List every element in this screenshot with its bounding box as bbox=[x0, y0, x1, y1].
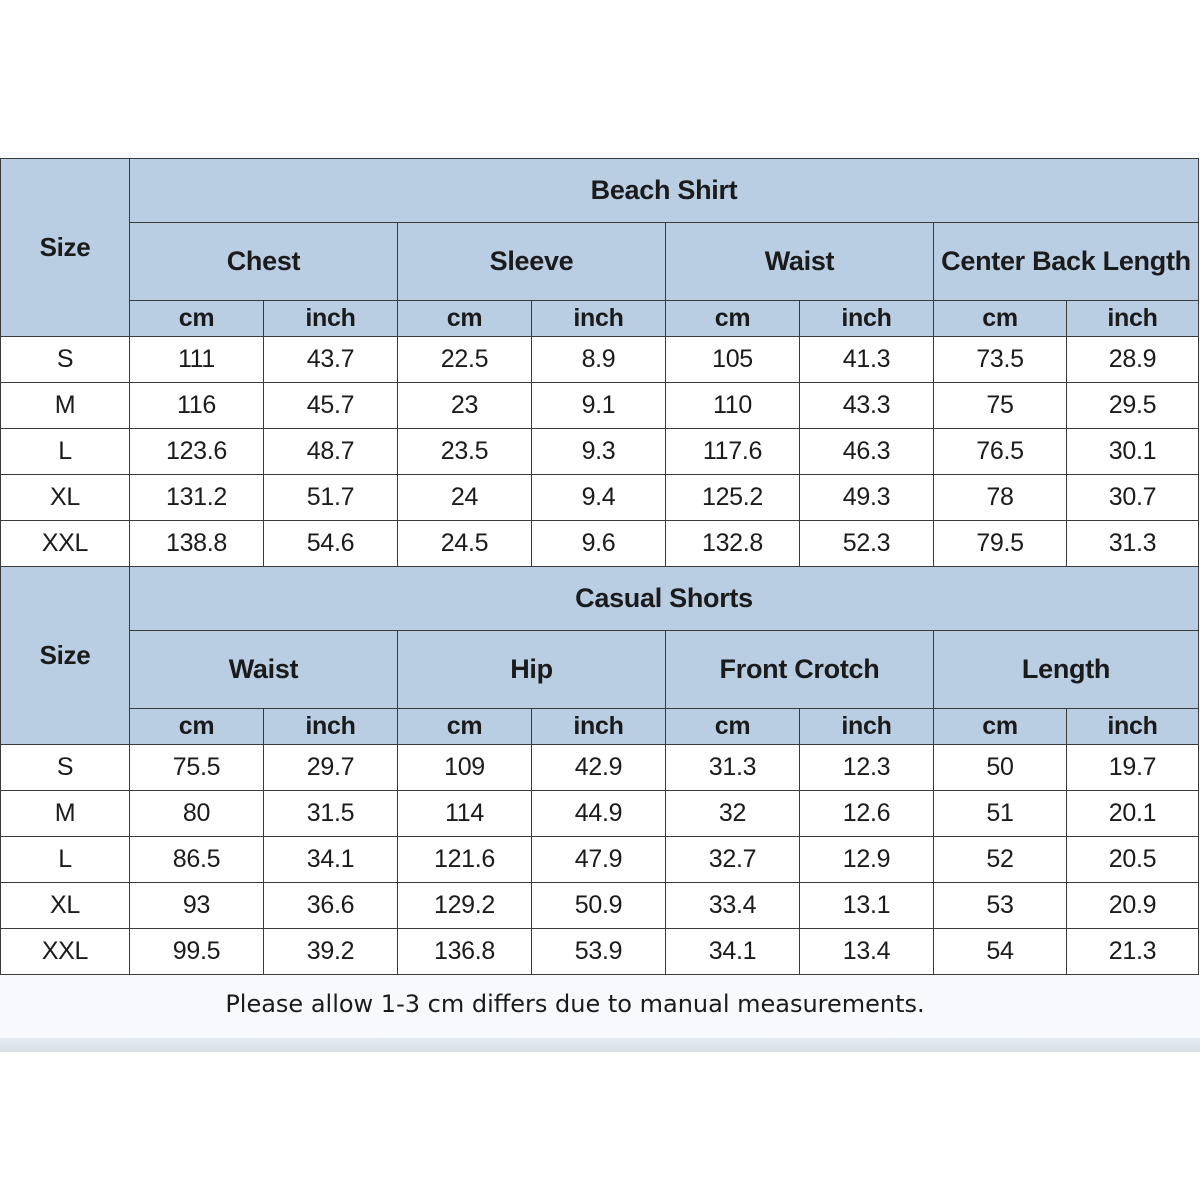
measurement-cell: 20.5 bbox=[1067, 837, 1199, 883]
table-row bbox=[1, 929, 1199, 975]
unit-header: cm bbox=[398, 709, 532, 745]
measurement-cell: 132.8 bbox=[666, 521, 800, 567]
unit-header: inch bbox=[532, 709, 666, 745]
measurement-cell: 47.9 bbox=[532, 837, 666, 883]
measurement-cell: 23.5 bbox=[398, 429, 532, 475]
measurement-cell: 21.3 bbox=[1067, 929, 1199, 975]
measurement-cell: 24 bbox=[398, 475, 532, 521]
unit-header: cm bbox=[130, 709, 264, 745]
measurement-cell: 80 bbox=[130, 791, 264, 837]
unit-header: inch bbox=[800, 709, 934, 745]
size-chart-table bbox=[0, 158, 1199, 975]
measurement-cell: 131.2 bbox=[130, 475, 264, 521]
measurement-cell: 34.1 bbox=[264, 837, 398, 883]
measurement-cell: 54.6 bbox=[264, 521, 398, 567]
measurement-group-header: Chest bbox=[130, 223, 398, 301]
table-row bbox=[1, 337, 1199, 383]
measurement-cell: 41.3 bbox=[800, 337, 934, 383]
measurement-cell: 48.7 bbox=[264, 429, 398, 475]
measurement-cell: 44.9 bbox=[532, 791, 666, 837]
measurement-cell: 29.7 bbox=[264, 745, 398, 791]
measurement-cell: 22.5 bbox=[398, 337, 532, 383]
size-header: Size bbox=[1, 567, 130, 745]
unit-header: inch bbox=[264, 709, 398, 745]
measurement-cell: 123.6 bbox=[130, 429, 264, 475]
measurement-cell: 32.7 bbox=[666, 837, 800, 883]
measurement-cell: 43.7 bbox=[264, 337, 398, 383]
size-label: L bbox=[1, 837, 130, 883]
measurement-cell: 50.9 bbox=[532, 883, 666, 929]
measurement-cell: 30.7 bbox=[1067, 475, 1199, 521]
table-row bbox=[1, 837, 1199, 883]
table-header-row bbox=[1, 631, 1199, 709]
unit-header: inch bbox=[264, 301, 398, 337]
size-label: XL bbox=[1, 883, 130, 929]
measurement-cell: 138.8 bbox=[130, 521, 264, 567]
section-title: Casual Shorts bbox=[130, 567, 1199, 631]
measurement-note: Please allow 1-3 cm differs due to manual measurements. bbox=[225, 990, 925, 1018]
measurement-cell: 29.5 bbox=[1067, 383, 1199, 429]
size-label: S bbox=[1, 337, 130, 383]
table-header-row bbox=[1, 301, 1199, 337]
unit-header: cm bbox=[934, 301, 1067, 337]
measurement-cell: 136.8 bbox=[398, 929, 532, 975]
measurement-cell: 99.5 bbox=[130, 929, 264, 975]
measurement-cell: 39.2 bbox=[264, 929, 398, 975]
measurement-cell: 75 bbox=[934, 383, 1067, 429]
measurement-cell: 109 bbox=[398, 745, 532, 791]
measurement-group-header: Sleeve bbox=[398, 223, 666, 301]
measurement-cell: 42.9 bbox=[532, 745, 666, 791]
table-header-row bbox=[1, 709, 1199, 745]
measurement-cell: 125.2 bbox=[666, 475, 800, 521]
measurement-cell: 86.5 bbox=[130, 837, 264, 883]
measurement-cell: 32 bbox=[666, 791, 800, 837]
measurement-cell: 76.5 bbox=[934, 429, 1067, 475]
measurement-cell: 13.4 bbox=[800, 929, 934, 975]
measurement-cell: 121.6 bbox=[398, 837, 532, 883]
measurement-cell: 19.7 bbox=[1067, 745, 1199, 791]
measurement-group-header: Waist bbox=[666, 223, 934, 301]
measurement-group-header: Waist bbox=[130, 631, 398, 709]
unit-header: inch bbox=[800, 301, 934, 337]
measurement-cell: 34.1 bbox=[666, 929, 800, 975]
measurement-cell: 12.9 bbox=[800, 837, 934, 883]
size-label: XL bbox=[1, 475, 130, 521]
size-label: XXL bbox=[1, 521, 130, 567]
measurement-cell: 52.3 bbox=[800, 521, 934, 567]
measurement-cell: 73.5 bbox=[934, 337, 1067, 383]
unit-header: cm bbox=[398, 301, 532, 337]
table-row bbox=[1, 745, 1199, 791]
measurement-cell: 45.7 bbox=[264, 383, 398, 429]
measurement-cell: 12.3 bbox=[800, 745, 934, 791]
measurement-cell: 9.3 bbox=[532, 429, 666, 475]
measurement-group-header: Center Back Length bbox=[934, 223, 1199, 301]
measurement-cell: 9.1 bbox=[532, 383, 666, 429]
unit-header: inch bbox=[532, 301, 666, 337]
measurement-cell: 31.3 bbox=[666, 745, 800, 791]
measurement-cell: 54 bbox=[934, 929, 1067, 975]
measurement-cell: 20.1 bbox=[1067, 791, 1199, 837]
table-row bbox=[1, 383, 1199, 429]
measurement-cell: 33.4 bbox=[666, 883, 800, 929]
measurement-cell: 51 bbox=[934, 791, 1067, 837]
table-row bbox=[1, 429, 1199, 475]
size-label: S bbox=[1, 745, 130, 791]
measurement-cell: 52 bbox=[934, 837, 1067, 883]
measurement-group-header: Front Crotch bbox=[666, 631, 934, 709]
table-row bbox=[1, 791, 1199, 837]
measurement-cell: 53.9 bbox=[532, 929, 666, 975]
unit-header: inch bbox=[1067, 709, 1199, 745]
measurement-cell: 75.5 bbox=[130, 745, 264, 791]
measurement-cell: 30.1 bbox=[1067, 429, 1199, 475]
measurement-cell: 51.7 bbox=[264, 475, 398, 521]
measurement-cell: 49.3 bbox=[800, 475, 934, 521]
measurement-cell: 31.3 bbox=[1067, 521, 1199, 567]
measurement-group-header: Length bbox=[934, 631, 1199, 709]
measurement-cell: 20.9 bbox=[1067, 883, 1199, 929]
measurement-cell: 79.5 bbox=[934, 521, 1067, 567]
size-chart-sheet bbox=[0, 152, 1200, 1052]
measurement-cell: 114 bbox=[398, 791, 532, 837]
measurement-cell: 9.6 bbox=[532, 521, 666, 567]
measurement-cell: 78 bbox=[934, 475, 1067, 521]
measurement-group-header: Hip bbox=[398, 631, 666, 709]
table-header-row bbox=[1, 567, 1199, 631]
size-label: M bbox=[1, 791, 130, 837]
measurement-cell: 46.3 bbox=[800, 429, 934, 475]
measurement-cell: 13.1 bbox=[800, 883, 934, 929]
unit-header: cm bbox=[666, 301, 800, 337]
measurement-cell: 28.9 bbox=[1067, 337, 1199, 383]
measurement-cell: 129.2 bbox=[398, 883, 532, 929]
size-header: Size bbox=[1, 159, 130, 337]
table-header-row bbox=[1, 159, 1199, 223]
measurement-cell: 36.6 bbox=[264, 883, 398, 929]
measurement-cell: 12.6 bbox=[800, 791, 934, 837]
measurement-cell: 24.5 bbox=[398, 521, 532, 567]
size-label: M bbox=[1, 383, 130, 429]
measurement-cell: 43.3 bbox=[800, 383, 934, 429]
unit-header: cm bbox=[934, 709, 1067, 745]
measurement-cell: 53 bbox=[934, 883, 1067, 929]
measurement-cell: 117.6 bbox=[666, 429, 800, 475]
unit-header: cm bbox=[130, 301, 264, 337]
section-title: Beach Shirt bbox=[130, 159, 1199, 223]
measurement-cell: 31.5 bbox=[264, 791, 398, 837]
measurement-cell: 50 bbox=[934, 745, 1067, 791]
size-label: XXL bbox=[1, 929, 130, 975]
measurement-cell: 23 bbox=[398, 383, 532, 429]
measurement-cell: 111 bbox=[130, 337, 264, 383]
measurement-cell: 110 bbox=[666, 383, 800, 429]
measurement-cell: 9.4 bbox=[532, 475, 666, 521]
measurement-cell: 8.9 bbox=[532, 337, 666, 383]
table-row bbox=[1, 475, 1199, 521]
table-row bbox=[1, 521, 1199, 567]
unit-header: cm bbox=[666, 709, 800, 745]
table-row bbox=[1, 883, 1199, 929]
measurement-cell: 116 bbox=[130, 383, 264, 429]
unit-header: inch bbox=[1067, 301, 1199, 337]
measurement-cell: 93 bbox=[130, 883, 264, 929]
table-header-row bbox=[1, 223, 1199, 301]
size-label: L bbox=[1, 429, 130, 475]
measurement-cell: 105 bbox=[666, 337, 800, 383]
